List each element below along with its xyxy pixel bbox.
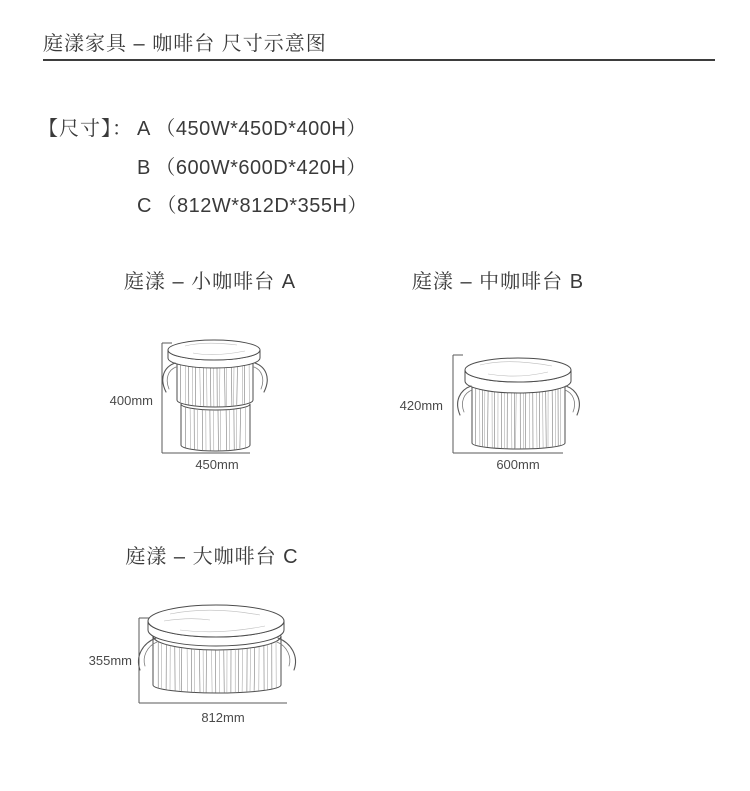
title-divider (43, 59, 715, 61)
table-b-height-label: 420mm (399, 398, 443, 413)
table-b-drawing (448, 350, 588, 460)
spec-model-b: B (137, 157, 152, 179)
table-a-width-label: 450mm (195, 457, 239, 472)
diagram-c-title: 庭漾 – 大咖啡台 C (125, 546, 299, 568)
table-c-lid (148, 605, 284, 646)
table-c-drawing (130, 600, 305, 712)
spec-dims-c: （812W*812D*355H） (156, 195, 368, 217)
table-c-width-label: 812mm (201, 710, 245, 725)
page-title: 庭漾家具 – 咖啡台 尺寸示意图 (43, 33, 327, 55)
diagram-a-title: 庭漾 – 小咖啡台 A (123, 271, 297, 293)
diagram-b-title: 庭漾 – 中咖啡台 B (411, 271, 585, 293)
spec-dims-a: （450W*450D*400H） (155, 118, 367, 140)
table-b-lid (465, 358, 571, 393)
table-a-height-label: 400mm (109, 393, 153, 408)
spec-row-b (38, 155, 367, 181)
spec-row-a (38, 116, 367, 142)
spec-model-a: A (137, 118, 152, 140)
table-a-lower-tier (181, 404, 250, 451)
table-b-width-label: 600mm (496, 457, 540, 472)
spec-list-label: 【尺寸】： (38, 118, 133, 140)
table-a-lid (168, 340, 260, 368)
spec-row-c (38, 193, 368, 219)
table-a-drawing (155, 333, 275, 458)
spec-model-c: C (137, 195, 153, 217)
spec-dims-b: （600W*600D*420H） (155, 157, 367, 179)
table-c-height-label: 355mm (88, 653, 132, 668)
